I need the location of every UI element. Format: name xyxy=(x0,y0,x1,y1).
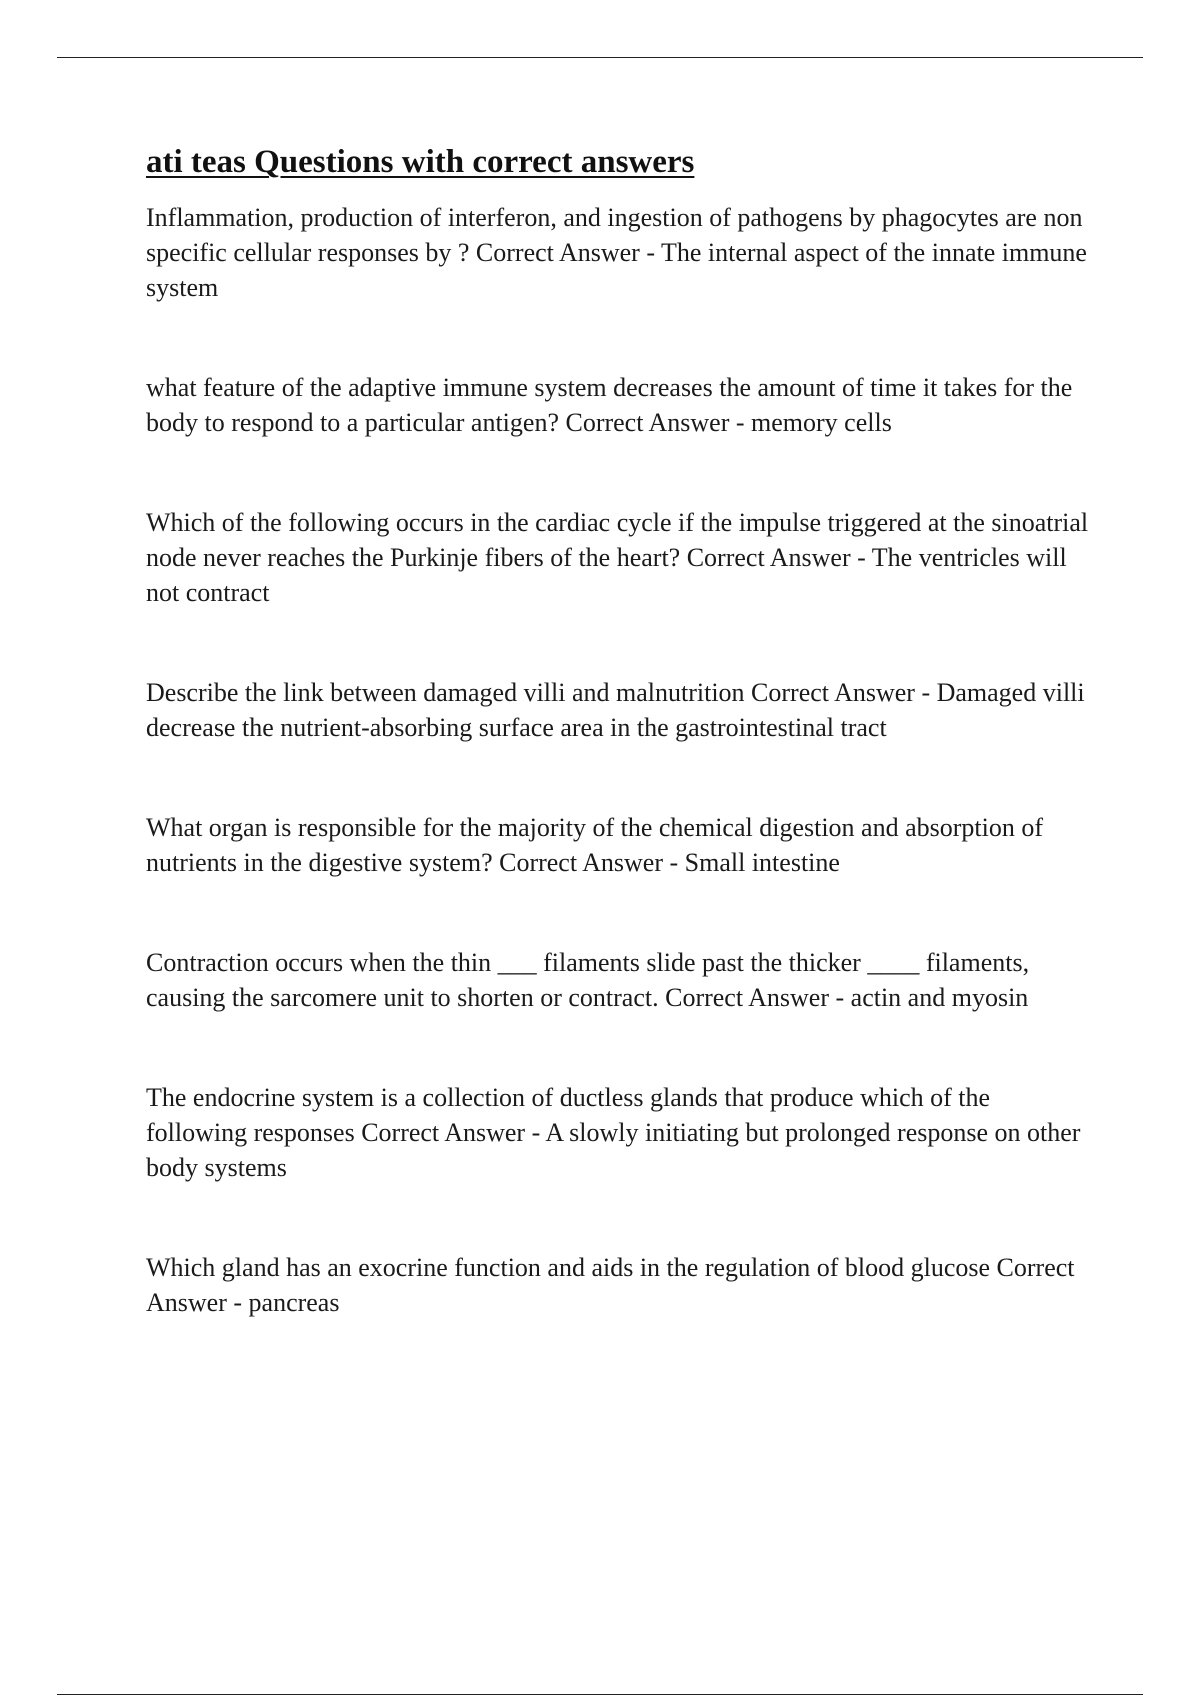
qa-item: What organ is responsible for the majority of the chemical digestion and absorption of nutrients in the digestive system? Correct Answer - Small intestine xyxy=(146,812,1044,877)
footer-rule xyxy=(57,1694,1143,1695)
header-rule xyxy=(57,57,1143,58)
qa-item: Which of the following occurs in the cardiac cycle if the impulse triggered at the sinoatrial node never reaches the Purkinje fibers of the heart? Correct Answer - The ventricles will not contract xyxy=(146,507,1089,607)
qa-list xyxy=(146,200,1096,1320)
document-title: ati teas Questions with correct answers xyxy=(146,144,695,180)
qa-item: what feature of the adaptive immune system decreases the amount of time it takes for the body to respond to a particular antigen? Correct Answer - memory cells xyxy=(146,372,1073,437)
qa-item: The endocrine system is a collection of ductless glands that produce which of the following responses Correct Answer - A slowly initiating but prolonged response on other body systems xyxy=(146,1082,1081,1182)
document-body xyxy=(146,143,1096,1320)
qa-item: Contraction occurs when the thin ___ filaments slide past the thicker ____ filaments, causing the sarcomere unit to shorten or contract. Correct Answer - actin and myosin xyxy=(146,947,1030,1012)
qa-item: Which gland has an exocrine function and aids in the regulation of blood glucose Correct Answer - pancreas xyxy=(146,1252,1075,1317)
qa-item: Inflammation, production of interferon, and ingestion of pathogens by phagocytes are non specific cellular responses by ? Correct Answer - The internal aspect of the innate immune system xyxy=(146,202,1087,302)
qa-item: Describe the link between damaged villi and malnutrition Correct Answer - Damaged villi decrease the nutrient-absorbing surface area in the gastrointestinal tract xyxy=(146,677,1085,742)
